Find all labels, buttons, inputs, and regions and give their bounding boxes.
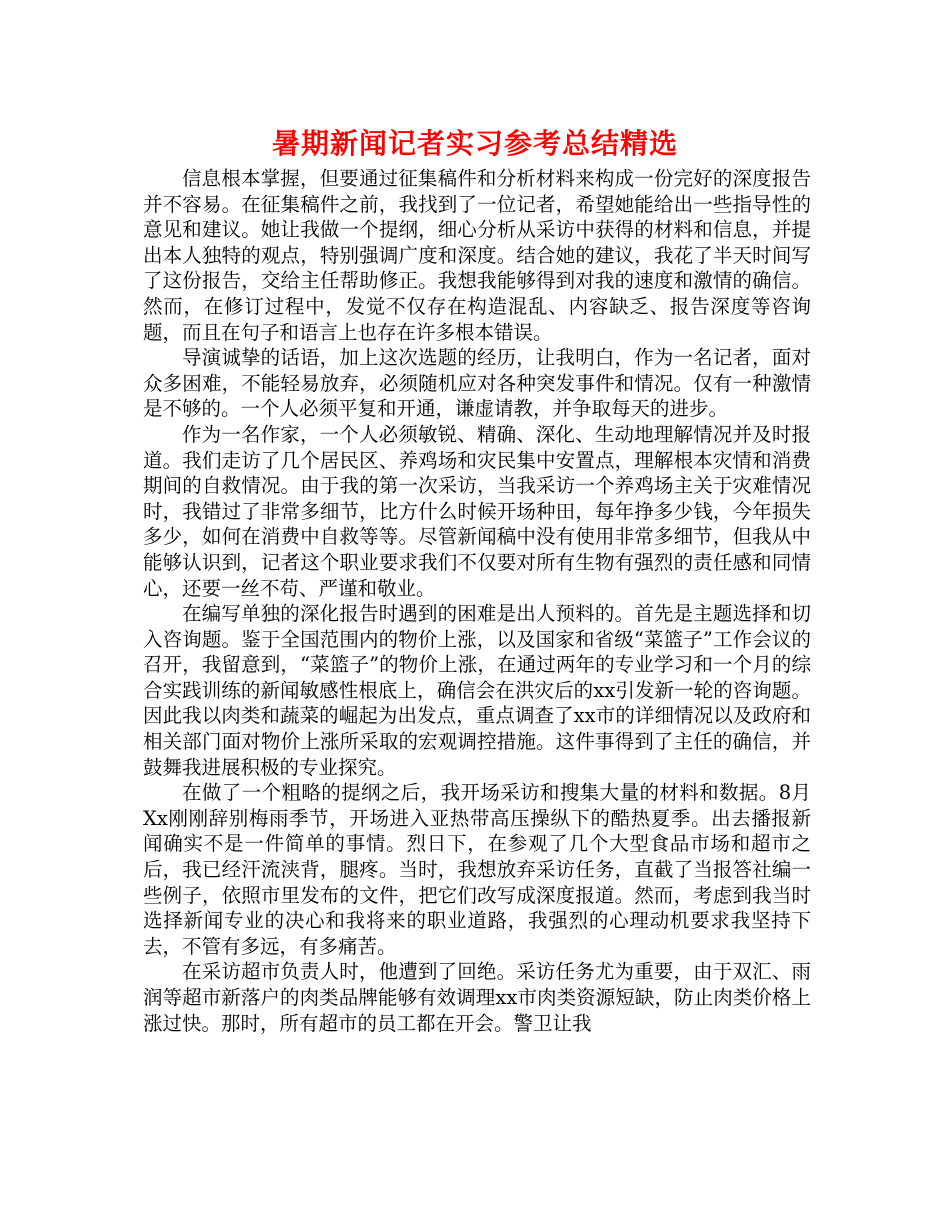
paragraph-2: 导演诚挚的话语，加上这次选题的经历，让我明白，作为一名记者，面对众多困难，不能轻易放弃，必须随机应对各种突发事件和情况。仅有一种激情是不够的。一个人必须平复和开通，谦虚请教，并争取每天的进步。	[143, 346, 811, 421]
document-body	[143, 166, 811, 1036]
paragraph-1: 信息根本掌握，但要通过征集稿件和分析材料来构成一份完好的深度报告并不容易。在征集稿件之前，我找到了一位记者，希望她能给出一些指导性的意见和建议。她让我做一个提纲，细心分析从采访中获得的材料和信息，并提出本人独特的观点，特别强调广度和深度。结合她的建议，我花了半天时间写了这份报告，交给主任帮助修正。我想我能够得到对我的速度和激情的确信。然而，在修订过程中，发觉不仅存在构造混乱、内容缺乏、报告深度等咨询题，而且在句子和语言上也存在许多根本错误。	[143, 167, 811, 344]
paragraph-6: 在采访超市负责人时，他遭到了回绝。采访任务尤为重要，由于双汇、雨润等超市新落户的肉类品牌能够有效调理xx市肉类资源短缺，防止肉类价格上涨过快。那时，所有超市的员工都在开会。警卫让我	[143, 960, 811, 1035]
paragraph-4: 在编写单独的深化报告时遇到的困难是出人预料的。首先是主题选择和切入咨询题。鉴于全国范围内的物价上涨，以及国家和省级“菜篮子”工作会议的召开，我留意到，“菜篮子”的物价上涨，在通过两年的专业学习和一个月的综合实践训练的新闻敏感性根底上，确信会在洪灾后的xx引发新一轮的咨询题。因此我以肉类和蔬菜的崛起为出发点，重点调查了xx市的详细情况以及政府和相关部门面对物价上涨所采取的宏观调控措施。这件事得到了主任的确信，并鼓舞我进展积极的专业探究。	[143, 602, 811, 779]
paragraph-3: 作为一名作家，一个人必须敏锐、精确、深化、生动地理解情况并及时报道。我们走访了几个居民区、养鸡场和灾民集中安置点，理解根本灾情和消费期间的自救情况。由于我的第一次采访，当我采访一个养鸡场主关于灾难情况时，我错过了非常多细节，比方什么时候开场种田，每年挣多少钱，今年损失多少，如何在消费中自救等等。尽管新闻稿中没有使用非常多细节，但我从中能够认识到，记者这个职业要求我们不仅要对所有生物有强烈的责任感和同情心，还要一丝不苟、严谨和敬业。	[143, 422, 811, 600]
paragraph-5: 在做了一个粗略的提纲之后，我开场采访和搜集大量的材料和数据。8月Xx刚刚辞别梅雨季节，开场进入亚热带高压操纵下的酷热夏季。出去播报新闻确实不是一件简单的事情。烈日下，在参观了几个大型食品市场和超市之后，我已经汗流浃背，腿疼。当时，我想放弃采访任务，直截了当报答社编一些例子，依照市里发布的文件，把它们改写成深度报道。然而，考虑到我当时选择新闻专业的决心和我将来的职业道路，我强烈的心理动机要求我坚持下去，不管有多远，有多痛苦。	[143, 781, 811, 958]
document-title: 暑期新闻记者实习参考总结精选	[271, 127, 678, 160]
